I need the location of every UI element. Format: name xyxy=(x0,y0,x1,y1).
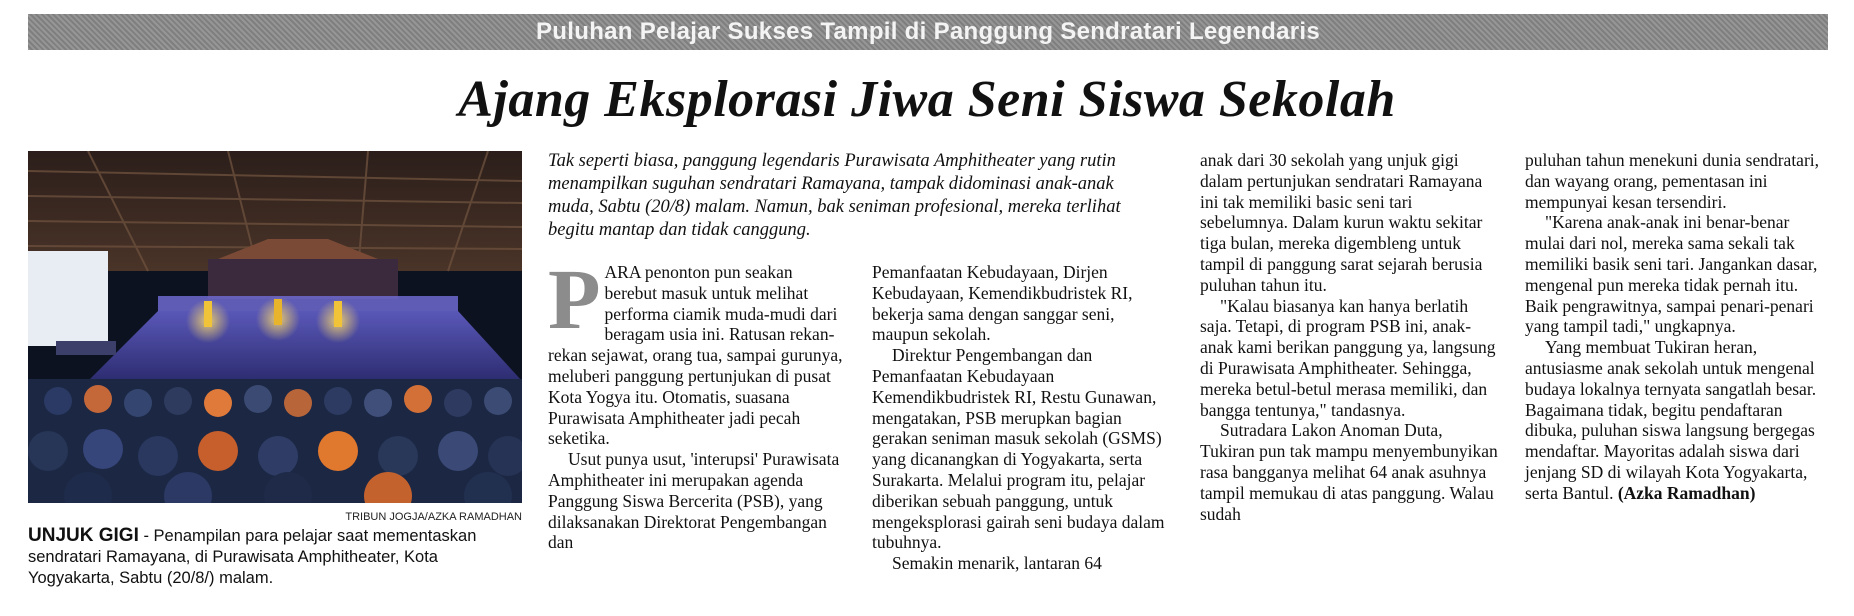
byline: (Azka Ramadhan) xyxy=(1617,482,1756,503)
photo-credit: TRIBUN JOGJA/AZKA RAMADHAN xyxy=(345,511,522,523)
photo-caption xyxy=(28,525,528,589)
article-column-1 xyxy=(548,251,848,553)
article-paragraph: Semakin menarik, lantaran 64 xyxy=(892,553,1102,574)
news-photo xyxy=(28,151,522,503)
article-paragraph: anak dari 30 sekolah yang unjuk gigi dalam pertunjukan sendratari Ramayana ini tak memiliki basic seni tari sebelumnya. Dalam kurun waktu sekitar tiga bulan, mereka digembleng untuk tampil di panggung sarat sejarah berusia puluhan tahun itu. xyxy=(1200,150,1483,295)
article-paragraph: Direktur Pengembangan dan Pemanfaatan Kebudayaan Kemendikbudristek RI, Restu Gunawan, mengatakan, PSB merupkan bagian gerakan seniman masuk sekolah (GSMS) yang dicanangkan di Yogyakarta, serta Surakarta. Melalui program itu, pelajar diberikan sebuah panggung, untuk mengeksplorasi gairah seni budaya dalam tubuhnya. xyxy=(872,345,1165,553)
article-paragraph: "Karena anak-anak ini benar-benar mulai dari nol, mereka sama sekali tak memiliki basik seni tari. Jangankan dasar, mengenal pun mereka tidak pernah itu. Baik pengrawitnya, sampai penari-penari yang tampil tadi," ungkapnya. xyxy=(1525,212,1818,337)
headline: Ajang Eksplorasi Jiwa Seni Siswa Sekolah xyxy=(458,71,1396,128)
lead-paragraph: Tak seperti biasa, panggung legendaris Purawisata Amphitheater yang rutin menampilkan suguhan sendratari Ramayana, tampak didominasi anak-anak muda, Sabtu (20/8) malam. Namun, bak seniman profesional, mereka terlihat begitu mantap dan tidak canggung. xyxy=(548,151,1121,240)
article-column-3 xyxy=(1200,150,1500,524)
article-paragraph: PARA penonton pun seakan berebut masuk untuk melihat performa ciamik muda-mudi dari beragam usia ini. Ratusan rekan-rekan sejawat, orang tua, sampai gurunya, meluberi panggung pertunjukan di pusat Kota Yogya itu. Otomatis, suasana Purawisata Amphitheater jadi pecah seketika. xyxy=(548,251,843,449)
article-paragraph: Sutradara Lakon Anoman Duta, Tukiran pun tak mampu menyembunyikan rasa bangganya melihat 64 anak asuhnya tampil memukau di atas panggung. Walau sudah xyxy=(1200,420,1498,524)
article-column-2 xyxy=(872,262,1172,574)
kicker-bar xyxy=(28,14,1828,50)
article-paragraph: puluhan tahun menekuni dunia sendratari, dan wayang orang, pementasan ini mempunyai kesan tersendiri. xyxy=(1525,150,1820,212)
article-paragraph: Yang membuat Tukiran heran, antusiasme anak sekolah untuk mengenal budaya lokalnya ternyata sangatlah besar. Bagaimana tidak, begitu pendaftaran dibuka, puluhan siswa langsung bergegas mendaftar. Mayoritas adalah siswa dari jenjang SD di wilayah Kota Yogyakarta, serta Bantul. (Azka Ramadhan) xyxy=(1525,337,1817,503)
caption-title: UNJUK GIGI xyxy=(28,525,139,546)
caption-text: - Penampilan para pelajar saat mementaskan sendratari Ramayana, di Purawisata Amphitheater, Kota Yogyakarta, Sabtu (20/8/) malam. xyxy=(28,527,477,587)
kicker-text: Puluhan Pelajar Sukses Tampil di Panggung Sendratari Legendaris xyxy=(536,18,1320,45)
article-paragraph: Usut punya usut, 'interupsi' Purawisata Amphitheater ini merupakan agenda Panggung Siswa Bercerita (PSB), yang dilaksanakan Direktorat Pengembangan dan xyxy=(548,449,840,553)
article-column-4 xyxy=(1525,150,1825,504)
article-paragraph: Pemanfaatan Kebudayaan, Dirjen Kebudayaan, Kemendikbudristek RI, bekerja sama dengan sanggar seni, maupun sekolah. xyxy=(872,262,1133,345)
article-paragraph: "Kalau biasanya kan hanya berlatih saja. Tetapi, di program PSB ini, anak-anak kami berikan panggung ya, langsung di Purawisata Amphitheater. Sehingga, mereka betul-betul merasa memiliki, dan bangga tentunya," tandasnya. xyxy=(1200,295,1496,420)
drop-cap: P xyxy=(548,251,601,347)
